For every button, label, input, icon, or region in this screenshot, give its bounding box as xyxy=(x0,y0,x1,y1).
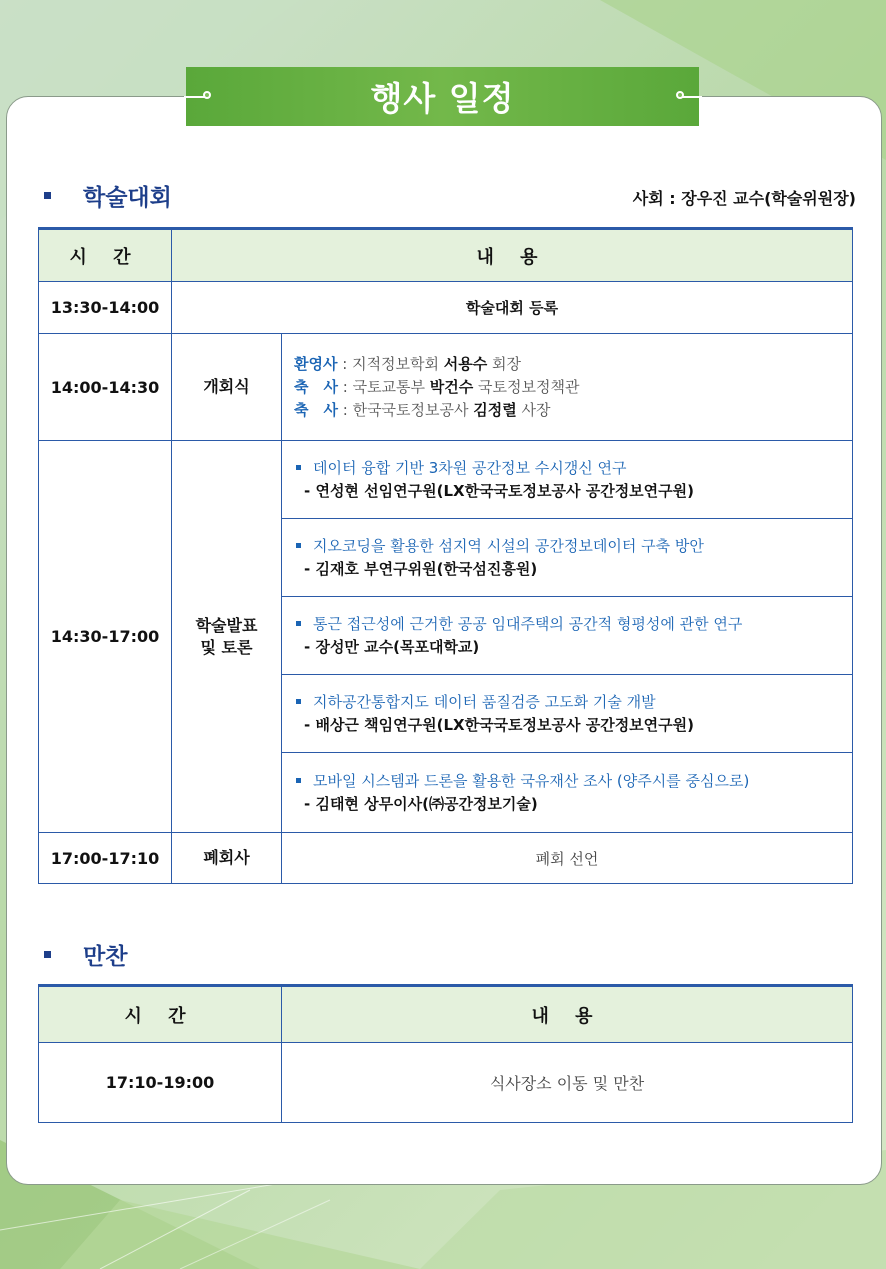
banquet-heading xyxy=(44,938,127,971)
ceremony-line: 환영사 : 지적정보학회 서용수 회장 xyxy=(294,354,522,373)
table-row xyxy=(39,441,853,519)
time-cell: 17:10-19:00 xyxy=(39,1043,282,1123)
table-header-row xyxy=(39,986,853,1043)
presentation-cell xyxy=(282,441,853,519)
square-bullet-icon xyxy=(296,465,301,470)
presentation-cell xyxy=(282,597,853,675)
square-bullet-icon xyxy=(44,192,51,199)
conference-table xyxy=(38,227,853,884)
conference-heading xyxy=(44,179,172,212)
table-row xyxy=(39,833,853,884)
table-row xyxy=(39,282,853,334)
category-line-2: 및 토론 xyxy=(200,637,253,657)
category-cell: 폐회사 xyxy=(172,833,282,884)
table-row xyxy=(39,334,853,441)
content-cell: 식사장소 이동 및 만찬 xyxy=(282,1043,853,1123)
presentation-speaker: - 김재호 부연구위원(한국섬진흥원) xyxy=(304,559,538,578)
presentation-title: 지하공간통합지도 데이터 품질검증 고도화 기술 개발 xyxy=(296,691,852,714)
content-cell: 폐회 선언 xyxy=(282,833,853,884)
presentation-speaker: - 연성현 선임연구원(LX한국국토정보공사 공간정보연구원) xyxy=(304,481,694,500)
host-info: 사회 : 장우진 교수(학술위원장) xyxy=(632,189,856,208)
category-cell xyxy=(172,441,282,833)
col-content-header: 내 용 xyxy=(282,986,853,1043)
table-row xyxy=(39,1043,853,1123)
presentation-title: 통근 접근성에 근거한 공공 임대주택의 공간적 형평성에 관한 연구 xyxy=(296,613,852,636)
conference-heading-text: 학술대회 xyxy=(83,185,172,211)
presentation-title: 지오코딩을 활용한 섬지역 시설의 공간정보데이터 구축 방안 xyxy=(296,535,852,558)
banner-dot-right xyxy=(676,91,684,99)
square-bullet-icon xyxy=(296,699,301,704)
presentation-cell xyxy=(282,519,853,597)
table-header-row xyxy=(39,229,853,282)
category-line-1: 학술발표 xyxy=(195,615,258,635)
presentation-speaker: - 김태현 상무이사(㈜공간정보기술) xyxy=(304,794,538,813)
time-cell: 14:00-14:30 xyxy=(39,334,172,441)
category-cell: 개회식 xyxy=(172,334,282,441)
content-cell: 학술대회 등록 xyxy=(172,282,853,334)
ceremony-cell xyxy=(282,334,853,441)
square-bullet-icon xyxy=(44,951,51,958)
time-cell: 17:00-17:10 xyxy=(39,833,172,884)
ceremony-line: 축 사 : 한국국토정보공사 김정렬 사장 xyxy=(294,400,551,419)
col-time-header: 시 간 xyxy=(39,229,172,282)
time-cell: 13:30-14:00 xyxy=(39,282,172,334)
presentation-cell xyxy=(282,753,853,833)
square-bullet-icon xyxy=(296,543,301,548)
page-title: 행사 일정 xyxy=(186,67,699,126)
time-cell: 14:30-17:00 xyxy=(39,441,172,833)
presentation-cell xyxy=(282,675,853,753)
banner-dot-left xyxy=(203,91,211,99)
col-content-header: 내 용 xyxy=(172,229,853,282)
presentation-title: 데이터 융합 기반 3차원 공간정보 수시갱신 연구 xyxy=(296,457,852,480)
banquet-table xyxy=(38,984,853,1123)
ceremony-line: 축 사 : 국토교통부 박건수 국토정보정책관 xyxy=(294,377,580,396)
presentation-speaker: - 장성만 교수(목포대학교) xyxy=(304,637,480,656)
presentation-speaker: - 배상근 책임연구원(LX한국국토정보공사 공간정보연구원) xyxy=(304,715,694,734)
square-bullet-icon xyxy=(296,621,301,626)
banquet-heading-text: 만찬 xyxy=(83,944,128,970)
col-time-header: 시 간 xyxy=(39,986,282,1043)
square-bullet-icon xyxy=(296,778,301,783)
presentation-title: 모바일 시스템과 드론을 활용한 국유재산 조사 (양주시를 중심으로) xyxy=(296,770,852,793)
